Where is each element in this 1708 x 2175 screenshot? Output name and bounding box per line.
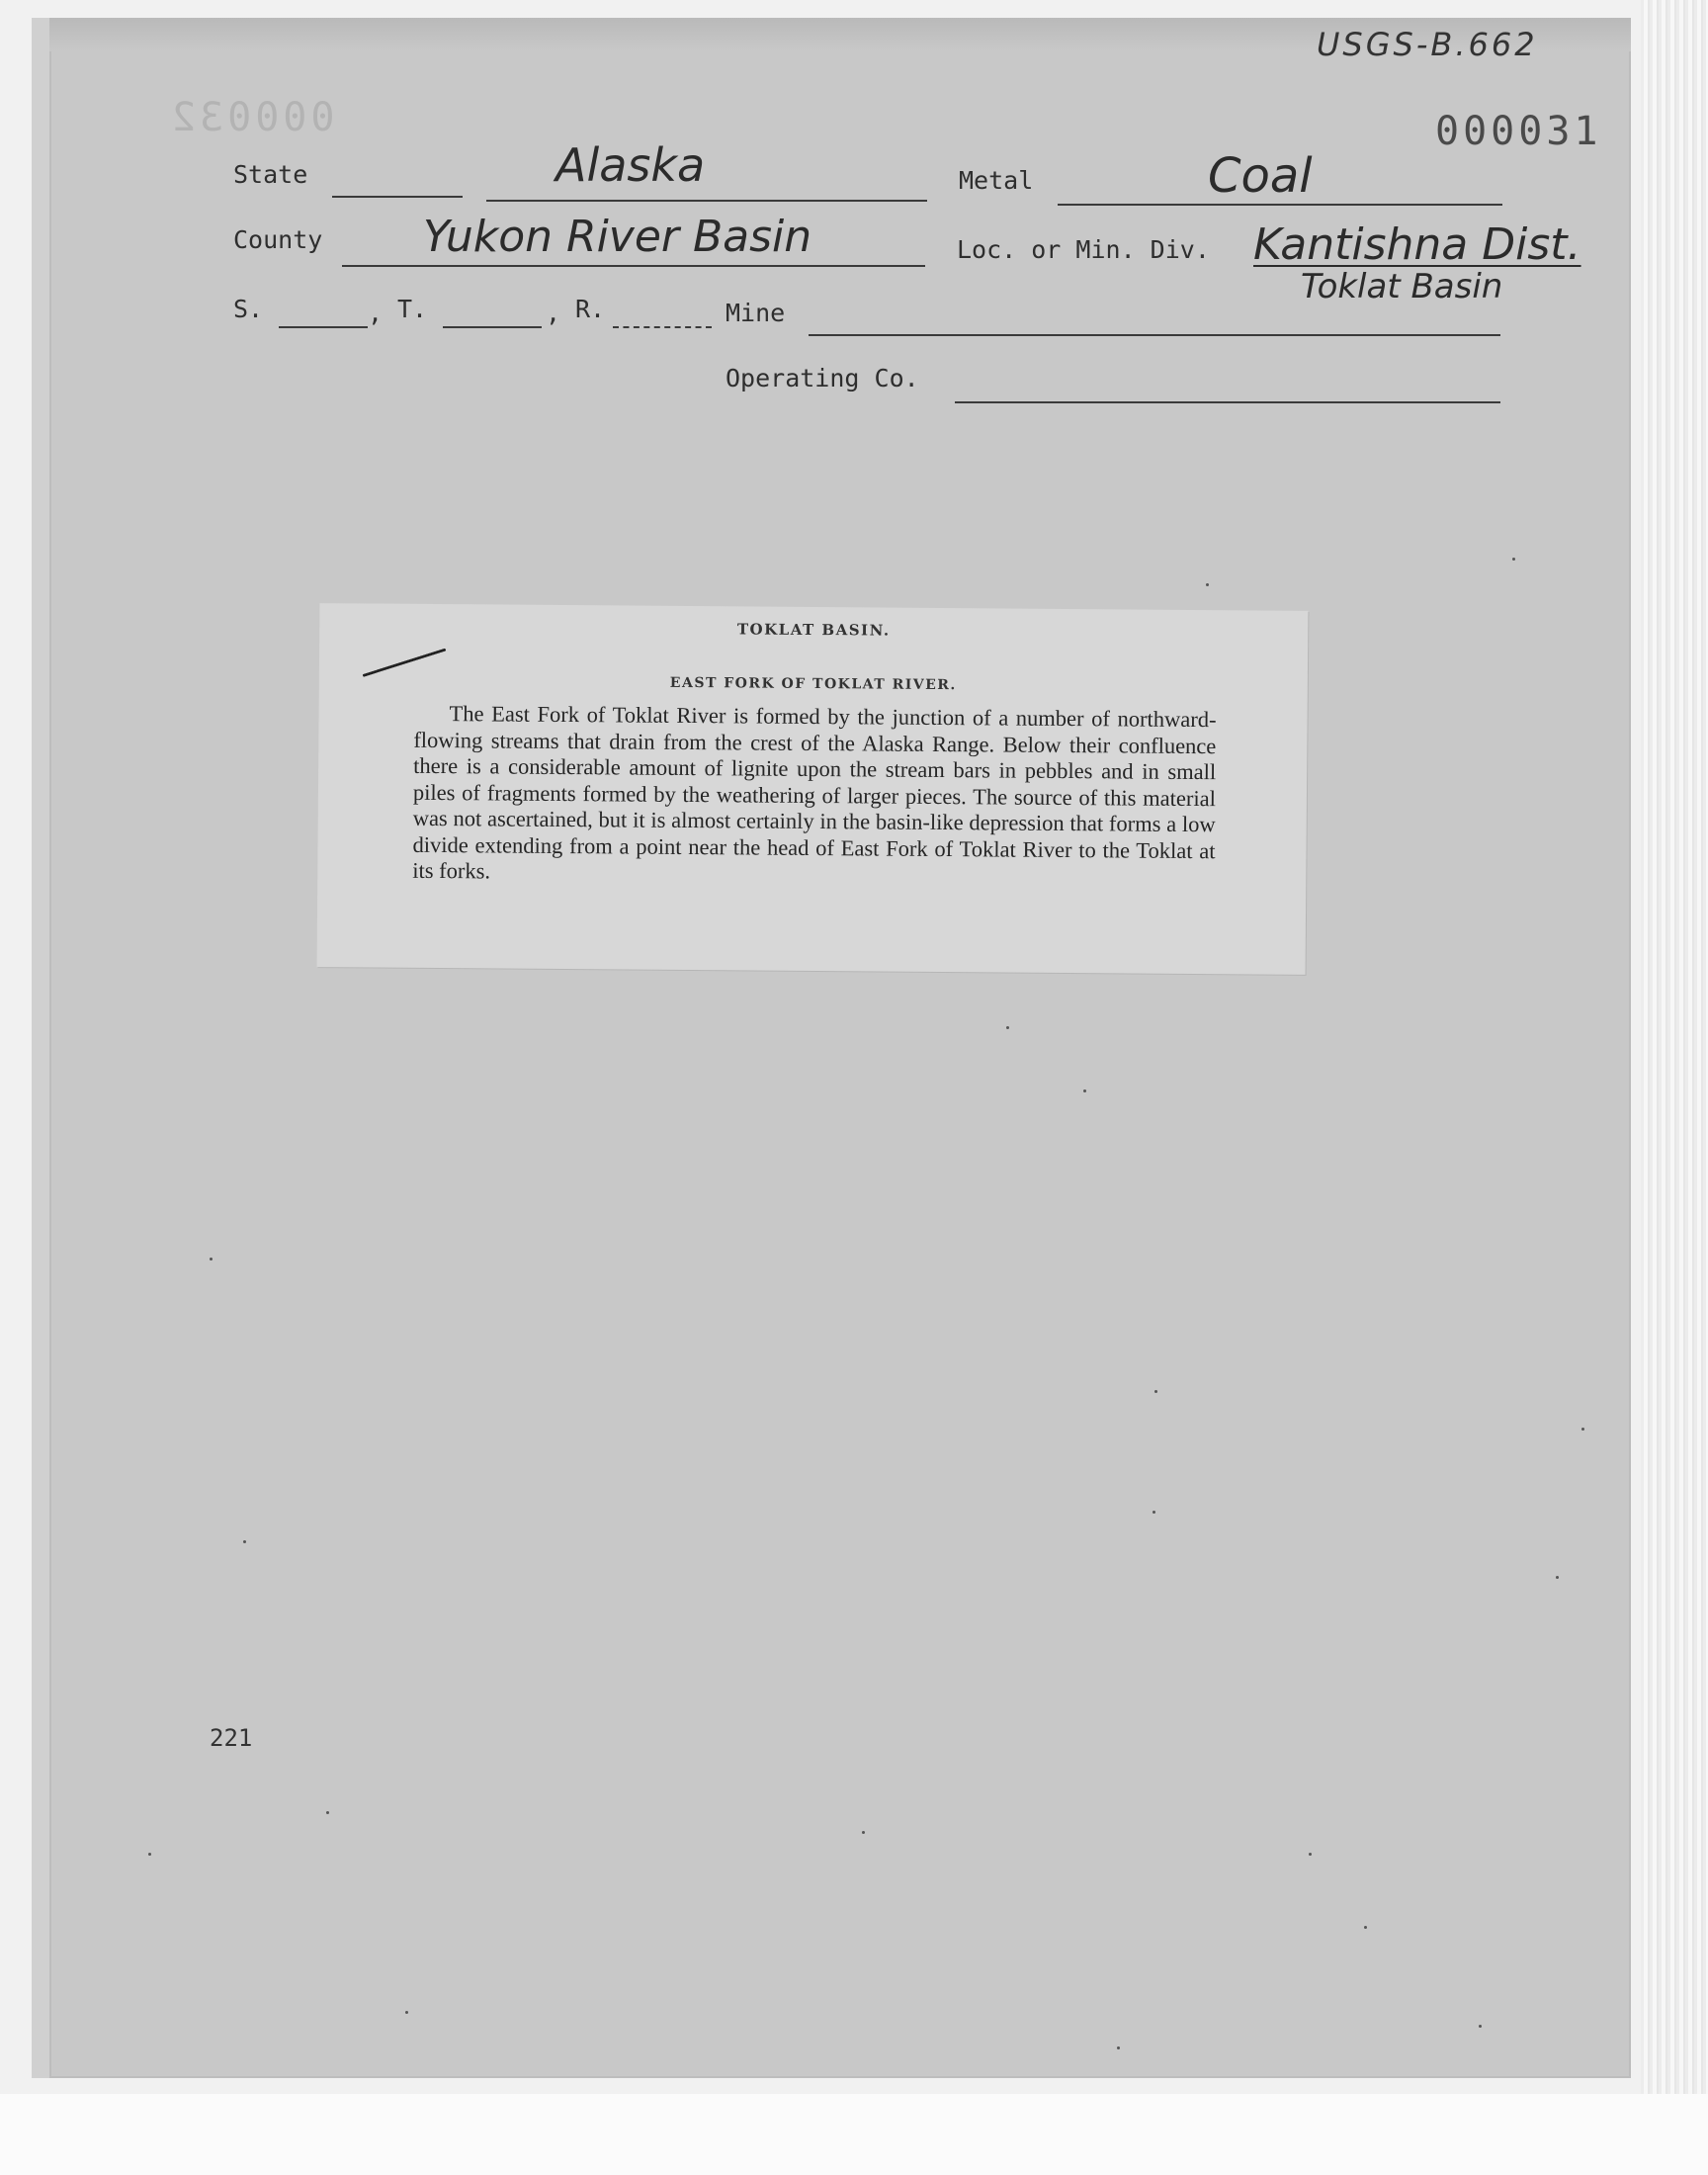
operating-company-label: Operating Co. <box>726 364 919 392</box>
state-label: State <box>233 160 308 189</box>
page-number: 221 <box>210 1724 253 1752</box>
pasted-clipping <box>317 603 1309 975</box>
metal-value-line <box>1058 204 1502 206</box>
scan-speck <box>1006 1026 1009 1029</box>
scan-speck <box>326 1811 329 1814</box>
mine-label: Mine <box>726 299 786 327</box>
scan-speck <box>1083 1089 1086 1092</box>
bleed-through-number: 000032 <box>168 95 335 140</box>
range-line <box>613 326 712 328</box>
township-line <box>443 326 542 328</box>
scan-speck <box>1154 1390 1157 1393</box>
scan-margin-right <box>1641 0 1708 2175</box>
scan-speck <box>1117 2046 1120 2049</box>
location-division-subvalue: Toklat Basin <box>1301 267 1503 306</box>
metal-value: Coal <box>1208 148 1313 204</box>
document-reference: USGS-B.662 <box>1317 26 1538 63</box>
location-division-label: Loc. or Min. Div. <box>957 235 1210 264</box>
card-left-edge <box>32 18 49 2078</box>
scan-speck <box>405 2011 408 2014</box>
state-value: Alaska <box>555 138 706 192</box>
state-blank-line <box>332 196 463 198</box>
scan-speck <box>1556 1576 1559 1579</box>
scan-speck <box>862 1831 865 1834</box>
township-comma: , <box>546 299 561 327</box>
scan-speck <box>1309 1853 1312 1856</box>
scan-speck <box>1364 1926 1367 1929</box>
clipping-body: The East Fork of Toklat River is formed by the junction of a number of northward-flowing streams that drain from the crest of the Alaska Range. Below their confluence there is a considerable amount of lignite upon the stream bars in pebbles and in small piles of fragments formed by the weathering of larger pieces. The source of this material was not ascertained, but it is almost certainly in the basin-like depression that forms a low divide extending from a point near the head of East Fork of Toklat River to the Toklat at its forks. <box>412 701 1217 884</box>
county-label: County <box>233 225 323 254</box>
county-value: Yukon River Basin <box>423 212 812 262</box>
card-number: 000031 <box>1435 109 1602 154</box>
operating-company-line <box>955 401 1500 403</box>
scan-speck <box>243 1540 246 1543</box>
scan-speck <box>1206 583 1209 586</box>
section-label: S. <box>233 295 264 323</box>
mine-line <box>809 334 1500 336</box>
metal-label: Metal <box>959 166 1034 195</box>
scan-speck <box>1581 1428 1584 1431</box>
scan-speck <box>1479 2025 1482 2028</box>
clipping-subtitle: EAST FORK OF TOKLAT RIVER. <box>669 674 957 694</box>
scan-speck <box>1512 558 1515 561</box>
township-label: T. <box>397 295 428 323</box>
location-division-value: Kantishna Dist. <box>1253 219 1581 270</box>
county-value-line <box>342 265 925 267</box>
scan-margin-bottom <box>0 2094 1708 2175</box>
range-label: R. <box>575 295 606 323</box>
scan-speck <box>148 1853 151 1856</box>
section-comma: , <box>368 299 384 327</box>
scan-speck <box>210 1258 213 1261</box>
clipping-title: TOKLAT BASIN. <box>736 620 891 640</box>
state-value-line <box>486 200 927 202</box>
section-line <box>279 326 368 328</box>
scan-speck <box>1153 1511 1155 1514</box>
